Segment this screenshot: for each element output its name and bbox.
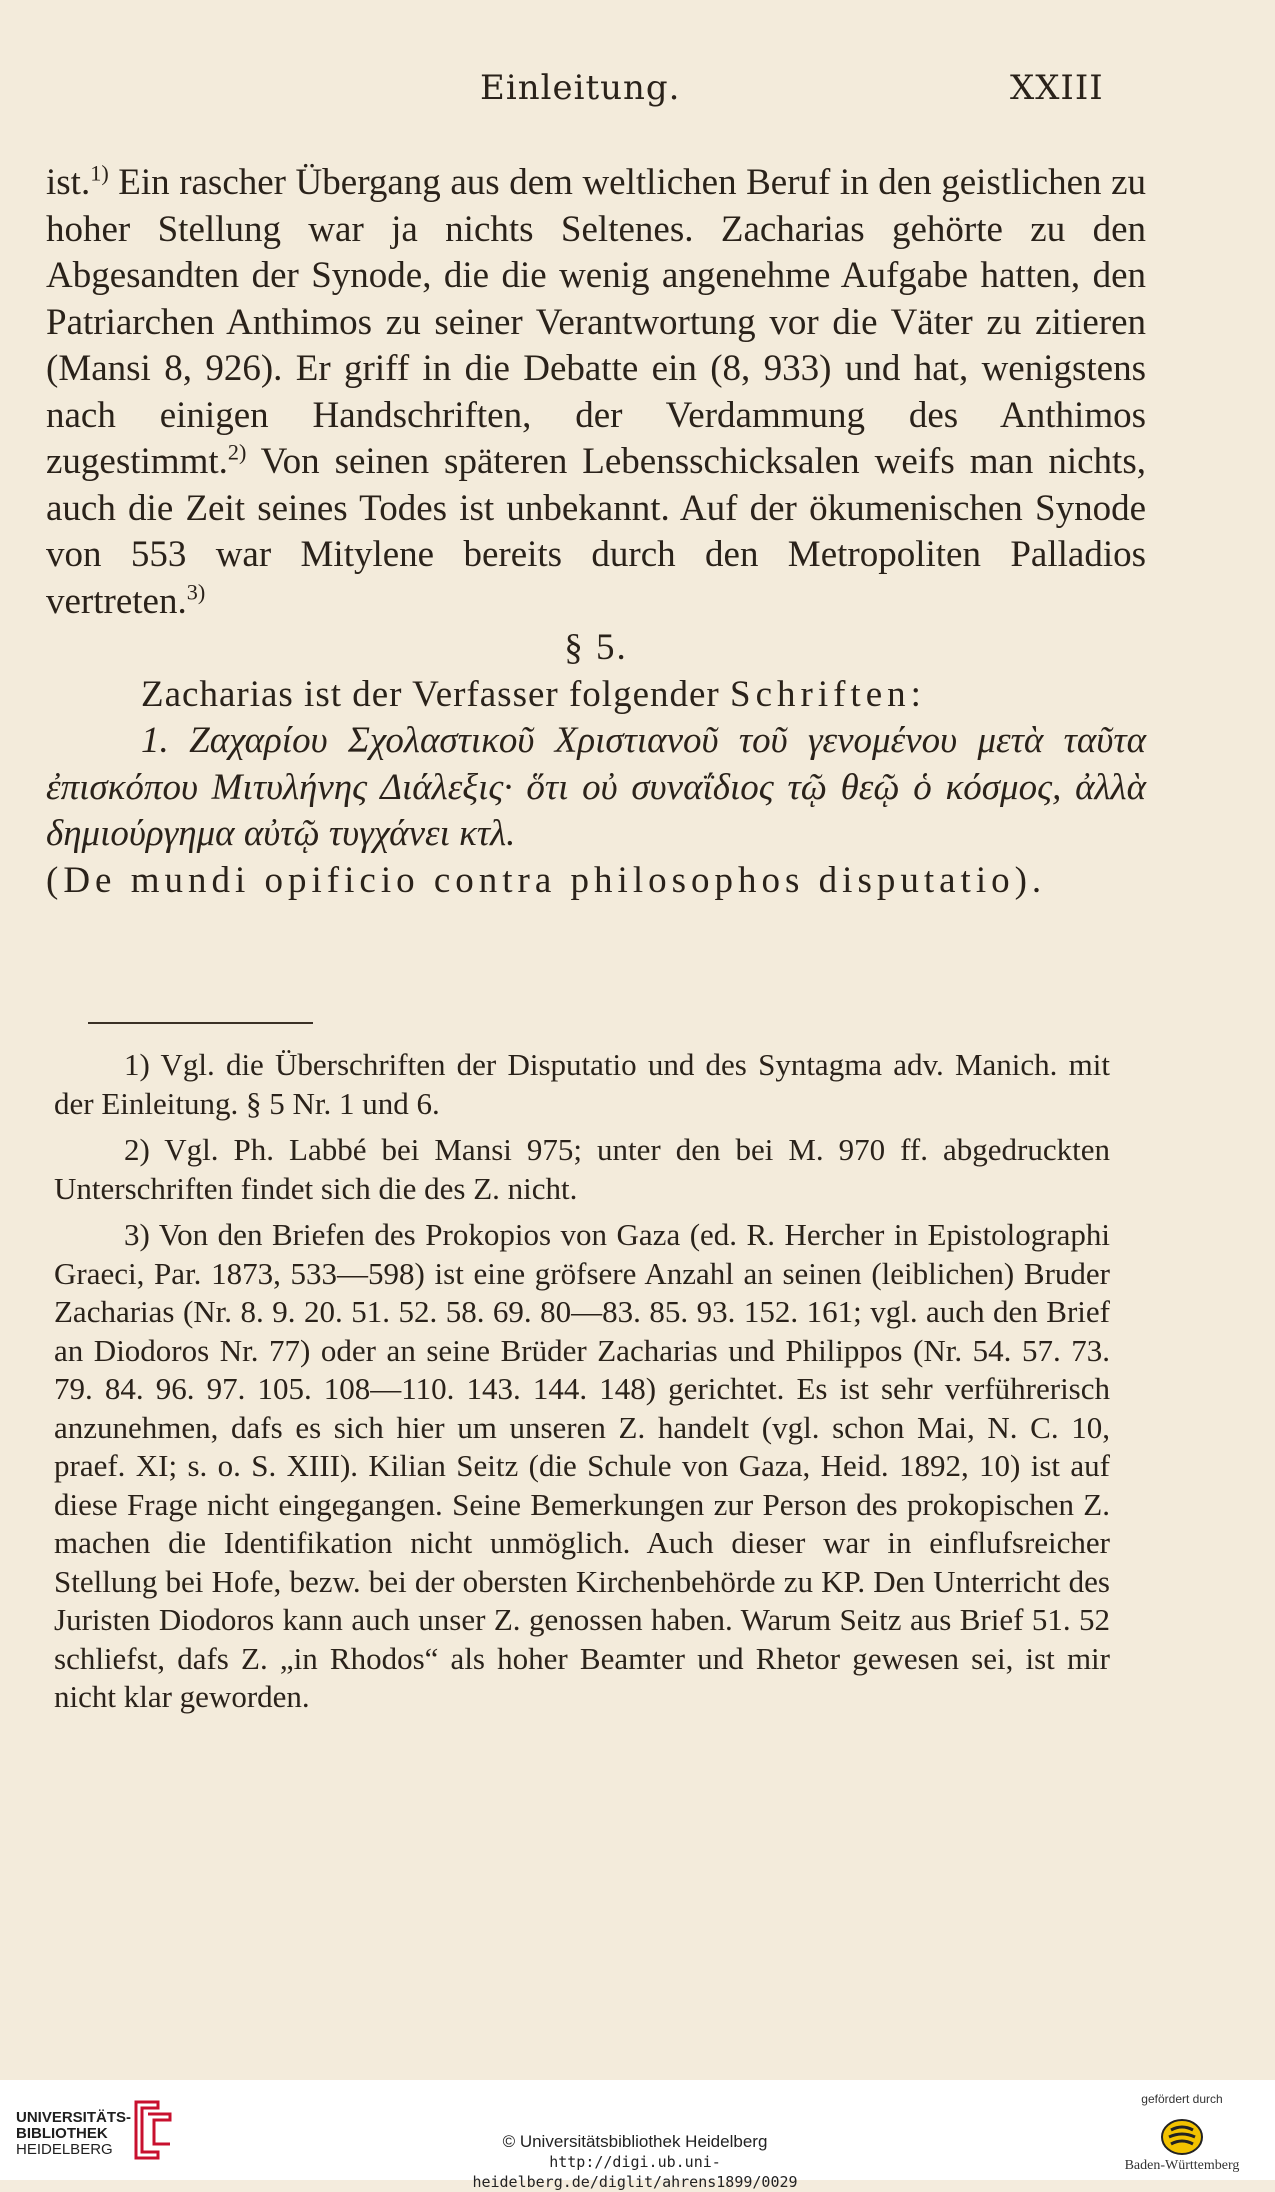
text-run: Ein rascher Übergang aus dem weltlichen Beruf in den geistlichen zu hoher Stellung war ja nichts Seltenes. Zacharias gehörte zu den Abgesandten der Synode, die die wenig angenehme Aufgabe hatten, den Patriarchen Anthimos zu seiner Verantwortung vor die Väter zu zitieren (Mansi 8, 926). Er griff in die Debatte ein (8, 933) und hat, wenigstens nach einigen Handschriften, der Verdammung des Anthimos zugestimmt. xyxy=(46,162,1146,482)
coat-of-arms-icon xyxy=(1159,2114,1205,2160)
section-heading xyxy=(46,672,1146,719)
footnote-divider xyxy=(88,1022,313,1024)
library-logo-icon xyxy=(128,2094,178,2164)
page-number: XXIII xyxy=(1010,68,1104,108)
footnote-2: 2) Vgl. Ph. Labbé bei Mansi 975; unter den bei M. 970 ff. abgedruckten Unterschriften findet sich die des Z. nicht. xyxy=(54,1132,1110,1206)
footnote-ref-2: 2) xyxy=(227,439,247,465)
footnote-ref-3: 3) xyxy=(186,579,206,605)
footnote-1: 1) Vgl. die Überschriften der Disputatio und des Syntagma adv. Manich. mit der Einleitung. § 5 Nr. 1 und 6. xyxy=(54,1047,1110,1121)
paragraph-1 xyxy=(46,160,1146,625)
footnote-ref-1: 1) xyxy=(90,160,109,186)
footnote-3: 3) Von den Briefen des Prokopios von Gaza (ed. R. Hercher in Epistolographi Graeci, Par. 1873, 533—598) ist eine gröfsere Anzahl an seinen (leiblichen) Bruder Zacharias (Nr. 8. 9. 20. 51. 52. 58. 69. 80—83. 85. 93. 152. 161; vgl. auch den Brief an Diodoros Nr. 77) oder an seine Brüder Zacharias und Philippos (Nr. 54. 57. 73. 79. 84. 96. 97. 105. 108—110. 143. 144. 148) gerichtet. Es ist sehr verführerisch anzunehmen, dafs es sich hier um unseren Z. handelt (vgl. schon Mai, N. C. 10, praef. XI; s. o. S. XIII). Kilian Seitz (die Schule von Gaza, Heid. 1892, 10) ist auf diese Frage nicht eingegangen. Seine Bemerkungen zur Person des prokopischen Z. machen die Identifikation nicht unmöglich. Auch dieser war in einflufsreicher Stellung bei Hofe, bezw. bei der obersten Kirchenbehörde zu KP. Den Unterricht des Juristen Diodoros kann auch unser Z. genossen haben. Warum Seitz aus Brief 51. 52 schliefst, dafs Z. „in Rhodos“ als hoher Beamter und Rhetor gewesen sei, ist mir nicht klar geworden. xyxy=(54,1217,1110,1714)
running-title: Einleitung. xyxy=(480,68,681,108)
copyright-text: © Universitätsbibliothek Heidelberg xyxy=(502,2132,768,2151)
latin-title xyxy=(46,858,1146,905)
text-run: Von seinen späteren Lebensschicksalen weifs man nichts, auch die Zeit seines Todes ist unbekannt. Auf der ökumenischen Synode von 553 war Mitylene bereits durch den Metropoliten Palladios vertreten. xyxy=(46,441,1146,622)
greek-title: 1. Ζαχαρίου Σχολαστικοῦ Χριστιανοῦ τοῦ γενομένου μετὰ ταῦτα ἐπισκόπου Μιτυλήνης Διάλεξις· ὅτι οὐ συναΐδιος τῷ θεῷ ὁ κόσμος, ἀλλὰ δημιούργημα αὐτῷ τυγχάνει κτλ. xyxy=(46,720,1146,854)
running-header xyxy=(0,68,1275,118)
funder-block xyxy=(1107,2092,1257,2174)
viewer-footer xyxy=(0,2080,1275,2191)
funder-name: Baden-Württemberg xyxy=(1124,2158,1240,2173)
funder-label: gefördert durch xyxy=(1141,2092,1223,2106)
heading-text: Zacharias ist der Verfasser folgender xyxy=(141,673,730,715)
permalink-url[interactable]: http://digi.ub.uni-heidelberg.de/diglit/ahrens1899/0029 xyxy=(472,2153,798,2191)
section-title: § 5. xyxy=(564,627,628,668)
heading-spaced-text: Schriften: xyxy=(730,673,926,715)
main-text xyxy=(46,160,1146,904)
text-run: ist. xyxy=(46,162,91,203)
library-line-2: BIBLIOTHEK xyxy=(16,2125,108,2142)
library-line-1: UNIVERSITÄTS- xyxy=(16,2109,132,2126)
copyright-block xyxy=(395,2132,875,2192)
latin-title-text: (De mundi opificio contra philosophos disputatio). xyxy=(46,859,1047,901)
library-line-3: HEIDELBERG xyxy=(16,2141,113,2158)
library-name xyxy=(16,2110,131,2158)
footnotes xyxy=(54,1046,1110,1725)
